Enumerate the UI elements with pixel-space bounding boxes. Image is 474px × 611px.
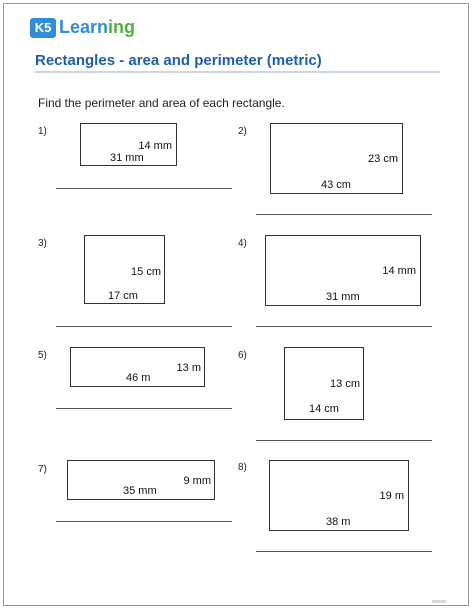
problem-7-rectangle (67, 460, 215, 500)
problem-2-rectangle (270, 123, 403, 194)
logo-wordmark (59, 17, 135, 38)
problem-4-rectangle (265, 235, 421, 306)
problem-6-side-label: 13 cm (330, 378, 360, 390)
problem-8-bottom-label: 38 m (326, 516, 351, 528)
problem-4-side-label: 14 mm (382, 265, 416, 277)
problem-3-number: 3) (38, 238, 47, 249)
problem-5-number: 5) (38, 350, 47, 361)
problem-1-answer-line[interactable] (56, 188, 232, 189)
problem-1-bottom-label: 31 mm (110, 152, 144, 164)
problem-8-number: 8) (238, 462, 247, 473)
problem-8-rectangle (269, 460, 409, 531)
problem-7-bottom-label: 35 mm (123, 485, 157, 497)
problem-7-side-label: 9 mm (183, 475, 211, 487)
problem-4-number: 4) (238, 238, 247, 249)
logo-badge: K5 (30, 18, 56, 38)
problem-1-number: 1) (38, 126, 47, 137)
problem-8-answer-line[interactable] (256, 551, 432, 552)
problem-3-answer-line[interactable] (56, 326, 232, 327)
problem-2-answer-line[interactable] (256, 214, 432, 215)
logo-word-a: Learn (59, 17, 109, 37)
title-divider (35, 71, 440, 73)
problem-6-bottom-label: 14 cm (309, 403, 339, 415)
problem-8-side-label: 19 m (379, 490, 404, 502)
problem-5-answer-line[interactable] (56, 408, 232, 409)
problem-3-rectangle (84, 235, 165, 304)
problem-4-bottom-label: 31 mm (326, 291, 360, 303)
page-corner-mark (432, 600, 446, 603)
problem-4-answer-line[interactable] (256, 326, 432, 327)
problem-3-bottom-label: 17 cm (108, 290, 138, 302)
problem-7-answer-line[interactable] (56, 521, 232, 522)
problem-6-number: 6) (238, 350, 247, 361)
problem-2-number: 2) (238, 126, 247, 137)
problem-6-answer-line[interactable] (256, 440, 432, 441)
instructions: Find the perimeter and area of each rectangle. (38, 96, 285, 110)
problem-5-bottom-label: 46 m (126, 372, 151, 384)
problem-5-rectangle (70, 347, 205, 387)
problem-5-side-label: 13 m (176, 362, 201, 374)
problem-3-side-label: 15 cm (131, 266, 161, 278)
problem-2-side-label: 23 cm (368, 153, 398, 165)
logo-word-b: ing (108, 17, 136, 37)
worksheet-title: Rectangles - area and perimeter (metric) (35, 52, 322, 69)
problem-1-side-label: 14 mm (138, 140, 172, 152)
problem-7-number: 7) (38, 464, 47, 475)
problem-1-rectangle (80, 123, 177, 166)
problem-6-rectangle (284, 347, 364, 420)
problem-2-bottom-label: 43 cm (321, 179, 351, 191)
